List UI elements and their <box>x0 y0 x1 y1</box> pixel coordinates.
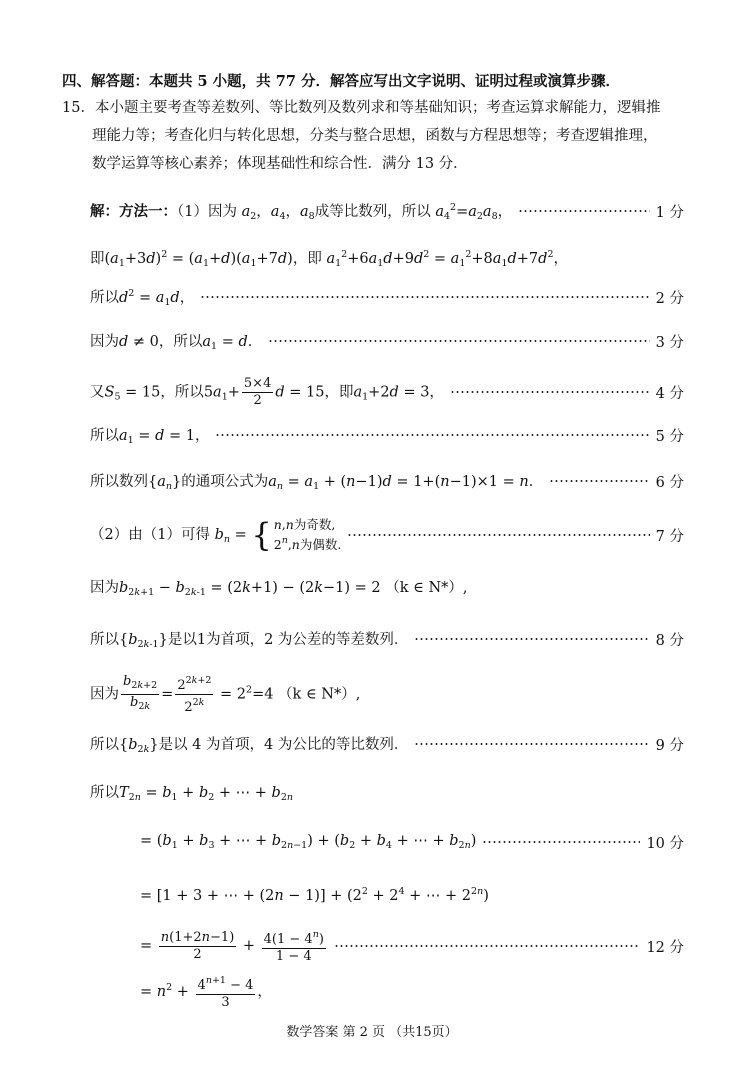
solution-step-7b: 因为$b_{2k+1} - b_{2k-1} = (2k+1) - (2k-1) = 2$ （k ∈ N*）, <box>90 580 468 598</box>
method-label: 方法一： <box>119 203 177 220</box>
score-2: 2 分 <box>655 290 684 307</box>
fraction: $\frac{2^{2k+2}}{2^{2k}}$ <box>177 674 212 715</box>
solution-step-11: = [1 + 3 + ⋯ + $(2n - 1)] + (2^2 + 2^4$ + ⋯ + $2^{2n}$) <box>140 886 489 904</box>
score-8: 8 分 <box>655 632 684 649</box>
problem-intro-line-2: 理能力等；考查化归与转化思想，分类与整合思想，函数与方程思想等；考查逻辑推理， <box>92 128 658 144</box>
score-10: 10 分 <box>646 835 684 852</box>
score-9: 9 分 <box>655 737 684 754</box>
fraction: $\frac{b_{2k+2}}{b_{2k}}$ <box>123 673 158 712</box>
piecewise-definition: { n,n为奇数, 2$^n$,n为偶数. <box>251 516 342 554</box>
score-1: 1 分 <box>655 204 684 221</box>
section-header: 四、解答题：本题共 5 小题，共 77 分．解答应写出文字说明、证明过程或演算步骤． <box>62 73 620 90</box>
dot-leader <box>518 210 650 212</box>
solution-step-9: 所以$\{b_{2k}\}$是以 4 为首项，4 为公比的等比数列． 9 分 <box>90 731 684 757</box>
fraction: $\frac{4^{n+1} - 4}{3}$ <box>197 975 254 1010</box>
solution-step-13: = $n^2$ + $\frac{4^{n+1} - 4}{3}$ ， <box>140 975 272 1010</box>
solution-step-9b: 所以$T_{2n} = b_1 + b_2$ + ⋯ + $b_{2n}$ <box>90 785 293 803</box>
score-5: 5 分 <box>655 428 684 445</box>
score-3: 3 分 <box>655 334 684 351</box>
solution-step-2: 所以$d^2 = a_1d$， 2 分 <box>90 288 684 308</box>
dot-leader <box>268 340 649 342</box>
fraction: $\frac{n(1+2n-1)}{2}$ <box>160 929 235 962</box>
solution-step-1: 解：方法一：（1）因为 $a_2$，$a_4$，$a_8$成等比数列，所以 $a_4^2=a_2a_8$， 1 分 <box>90 202 684 222</box>
solution-step-6: 所以数列$\{a_n\}$的通项公式为$a_n = a_1 + (n-1)d = 1+(n-1)\times 1 = n$． 6 分 <box>90 468 684 494</box>
score-12: 12 分 <box>646 939 684 956</box>
solution-step-4: 又$S_5 = 15$，所以$5a_1+$ $\frac{5\times 4}{2}$ d = 15，即$a_1+2d = 3$， 4 分 <box>90 375 684 408</box>
score-7: 7 分 <box>655 528 684 545</box>
fraction: $\frac{5\times 4}{2}$ <box>243 375 272 408</box>
page-footer: 数学答案 第 2 页 （共15页） <box>286 1025 458 1040</box>
solution-step-8b: 因为 $\frac{b_{2k+2}}{b_{2k}}$ = $\frac{2^{2k+2}}{2^{2k}}$ = $2^2=4$ （k ∈ N*）, <box>90 673 361 715</box>
score-6: 6 分 <box>655 474 684 491</box>
dot-leader <box>347 534 649 536</box>
solution-label: 解： <box>90 203 119 220</box>
dot-leader <box>482 841 640 843</box>
solution-step-10: = ($b_1 + b_3$ + ⋯ + $b_{2n-1}) + (b_2 + b_4$ + ⋯ + $b_{2n}$) 10 分 <box>140 833 684 852</box>
problem-intro-line-3: 数学运算等核心素养；体现基础性和综合性．满分 13 分． <box>92 156 468 172</box>
dot-leader <box>414 743 649 745</box>
solution-step-8: 所以$\{b_{2k-1}\}$是以1为首项，2 为公差的等差数列． 8 分 <box>90 626 684 652</box>
dot-leader <box>450 391 650 393</box>
solution-step-1b: 即$(a_1+3d)^2 = (a_1+d)(a_1+7d)$，即 $a_1^2+6a_1d+9d^2 = a_1^2+8a_1d+7d^2$， <box>90 249 568 269</box>
solution-step-12: = $\frac{n(1+2n-1)}{2}$ + $\frac{4(1 - 4^n)}{1 - 4}$ 12 分 <box>140 929 684 964</box>
dot-leader <box>414 638 649 640</box>
dot-leader <box>215 434 649 436</box>
problem-intro-line-1: 15．本小题主要考查等差数列、等比数列及数列求和等基础知识；考查运算求解能力，逻辑推 <box>62 100 661 116</box>
solution-step-3: 因为d ≠ 0，所以$a_1 = d$． 3 分 <box>90 328 684 354</box>
solution-step-5: 所以$a_1 = d = 1$， 5 分 <box>90 422 684 448</box>
solution-step-7: （2）由（1）可得 $b_n$ = { n,n为奇数, 2$^n$,n为偶数. 7 分 <box>90 516 684 554</box>
fraction: $\frac{4(1 - 4^n)}{1 - 4}$ <box>263 929 324 964</box>
dot-leader <box>334 945 641 947</box>
dot-leader <box>549 480 649 482</box>
score-4: 4 分 <box>655 385 684 402</box>
dot-leader <box>200 296 649 298</box>
